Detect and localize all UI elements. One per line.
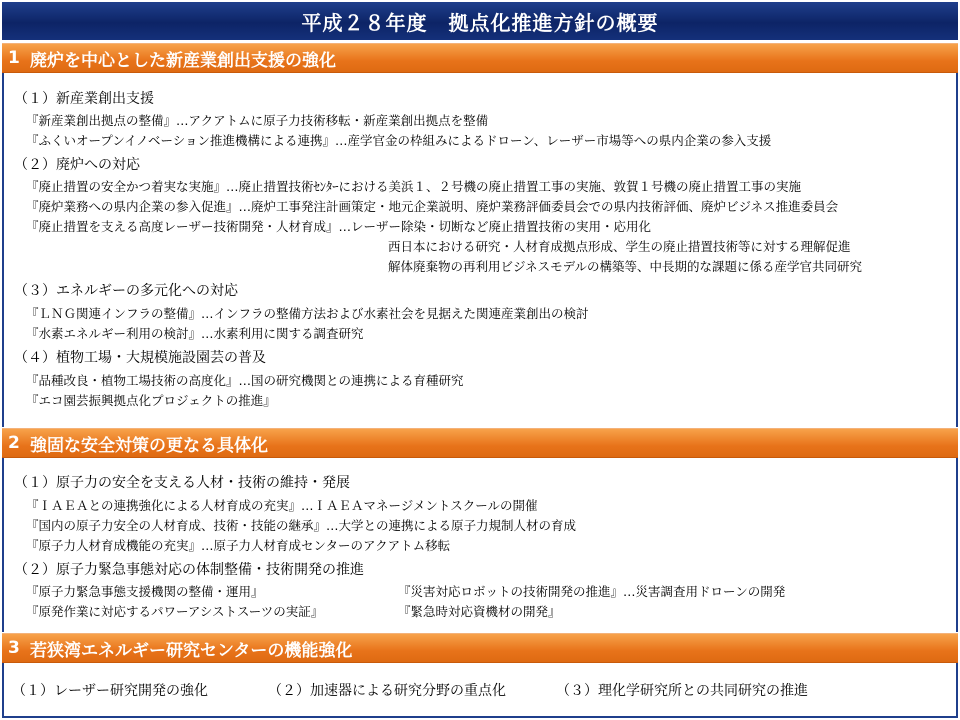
section-3-heading: 若狭湾エネルギー研究センターの機能強化 xyxy=(30,640,353,661)
list-item: 『新産業創出拠点の整備』…アクアトムに原子力技術移転・新産業創出拠点を整備 xyxy=(26,113,489,128)
list-item: 『緊急時対応資機材の開発』 xyxy=(398,604,561,619)
subheading: （３）エネルギーの多元化への対応 xyxy=(14,283,238,299)
section-1-header xyxy=(2,43,958,73)
section-2-body xyxy=(2,458,958,632)
list-item: 『廃止措置の安全かつ着実な実施』…廃止措置技術ｾﾝﾀｰにおける美浜１、２号機の廃止措置工事の実施、敦賀１号機の廃止措置工事の実施 xyxy=(26,179,802,194)
list-item: 『原子力人材育成機能の充実』…原子力人材育成センターのアクアトム移転 xyxy=(26,538,451,553)
subheading: （２）原子力緊急事態対応の体制整備・技術開発の推進 xyxy=(14,562,364,578)
list-item: （１）レーザー研究開発の強化 xyxy=(12,683,208,699)
list-item: 『ふくいオープンイノベーション推進機構による連携』…産学官金の枠組みによるドローン、レーザー市場等への県内企業の参入支援 xyxy=(26,133,772,148)
list-item: 『原発作業に対応するパワーアシストスーツの実証』 xyxy=(26,604,324,619)
list-item: 解体廃棄物の再利用ビジネスモデルの構築等、中長期的な課題に係る産学官共同研究 xyxy=(388,259,863,274)
list-item: 『原子力緊急事態支援機関の整備・運用』 xyxy=(26,584,264,599)
list-item: 『エコ園芸振興拠点化プロジェクトの推進』 xyxy=(26,393,276,408)
section-1-body xyxy=(2,73,958,427)
section-3-header xyxy=(2,633,958,663)
section-2-header xyxy=(2,428,958,458)
subheading: （１）新産業創出支援 xyxy=(14,91,154,107)
list-item: （２）加速器による研究分野の重点化 xyxy=(268,683,506,699)
page-title: 平成２８年度 拠点化推進方針の概要 xyxy=(2,2,958,40)
list-item: 西日本における研究・人材育成拠点形成、学生の廃止措置技術等に対する理解促進 xyxy=(388,239,851,254)
list-item: 『ＩＡＥＡとの連携強化による人材育成の充実』…ＩＡＥＡマネージメントスクールの開催 xyxy=(26,498,538,513)
section-2-number: 2 xyxy=(8,433,20,453)
list-item: 『廃炉業務への県内企業の参入促進』…廃炉工事発注計画策定・地元企業説明、廃炉業務評価委員会での県内技術評価、廃炉ビジネス推進委員会 xyxy=(26,199,839,214)
subheading: （４）植物工場・大規模施設園芸の普及 xyxy=(14,350,266,366)
list-item: 『災害対応ロボットの技術開発の推進』…災害調査用ドローンの開発 xyxy=(398,584,786,599)
subheading: （２）廃炉への対応 xyxy=(14,157,140,173)
section-1-heading: 廃炉を中心とした新産業創出支援の強化 xyxy=(30,50,336,71)
subheading: （１）原子力の安全を支える人材・技術の維持・発展 xyxy=(14,475,350,491)
list-item: 『ＬＮＧ関連インフラの整備』…インフラの整備方法および水素社会を見据えた関連産業創出の検討 xyxy=(26,306,589,321)
section-2-heading: 強固な安全対策の更なる具体化 xyxy=(30,435,268,456)
list-item: （３）理化学研究所との共同研究の推進 xyxy=(556,683,808,699)
list-item: 『廃止措置を支える高度レーザー技術開発・人材育成』…レーザー除染・切断など廃止措置技術の実用・応用化 xyxy=(26,219,652,234)
list-item: 『水素エネルギー利用の検討』…水素利用に関する調査研究 xyxy=(26,326,364,341)
section-3-number: 3 xyxy=(8,638,20,658)
section-3-body xyxy=(2,663,958,718)
list-item: 『品種改良・植物工場技術の高度化』…国の研究機関との連携による育種研究 xyxy=(26,373,464,388)
list-item: 『国内の原子力安全の人材育成、技術・技能の継承』…大学との連携による原子力規制人材の育成 xyxy=(26,518,577,533)
section-1-number: 1 xyxy=(8,48,20,68)
